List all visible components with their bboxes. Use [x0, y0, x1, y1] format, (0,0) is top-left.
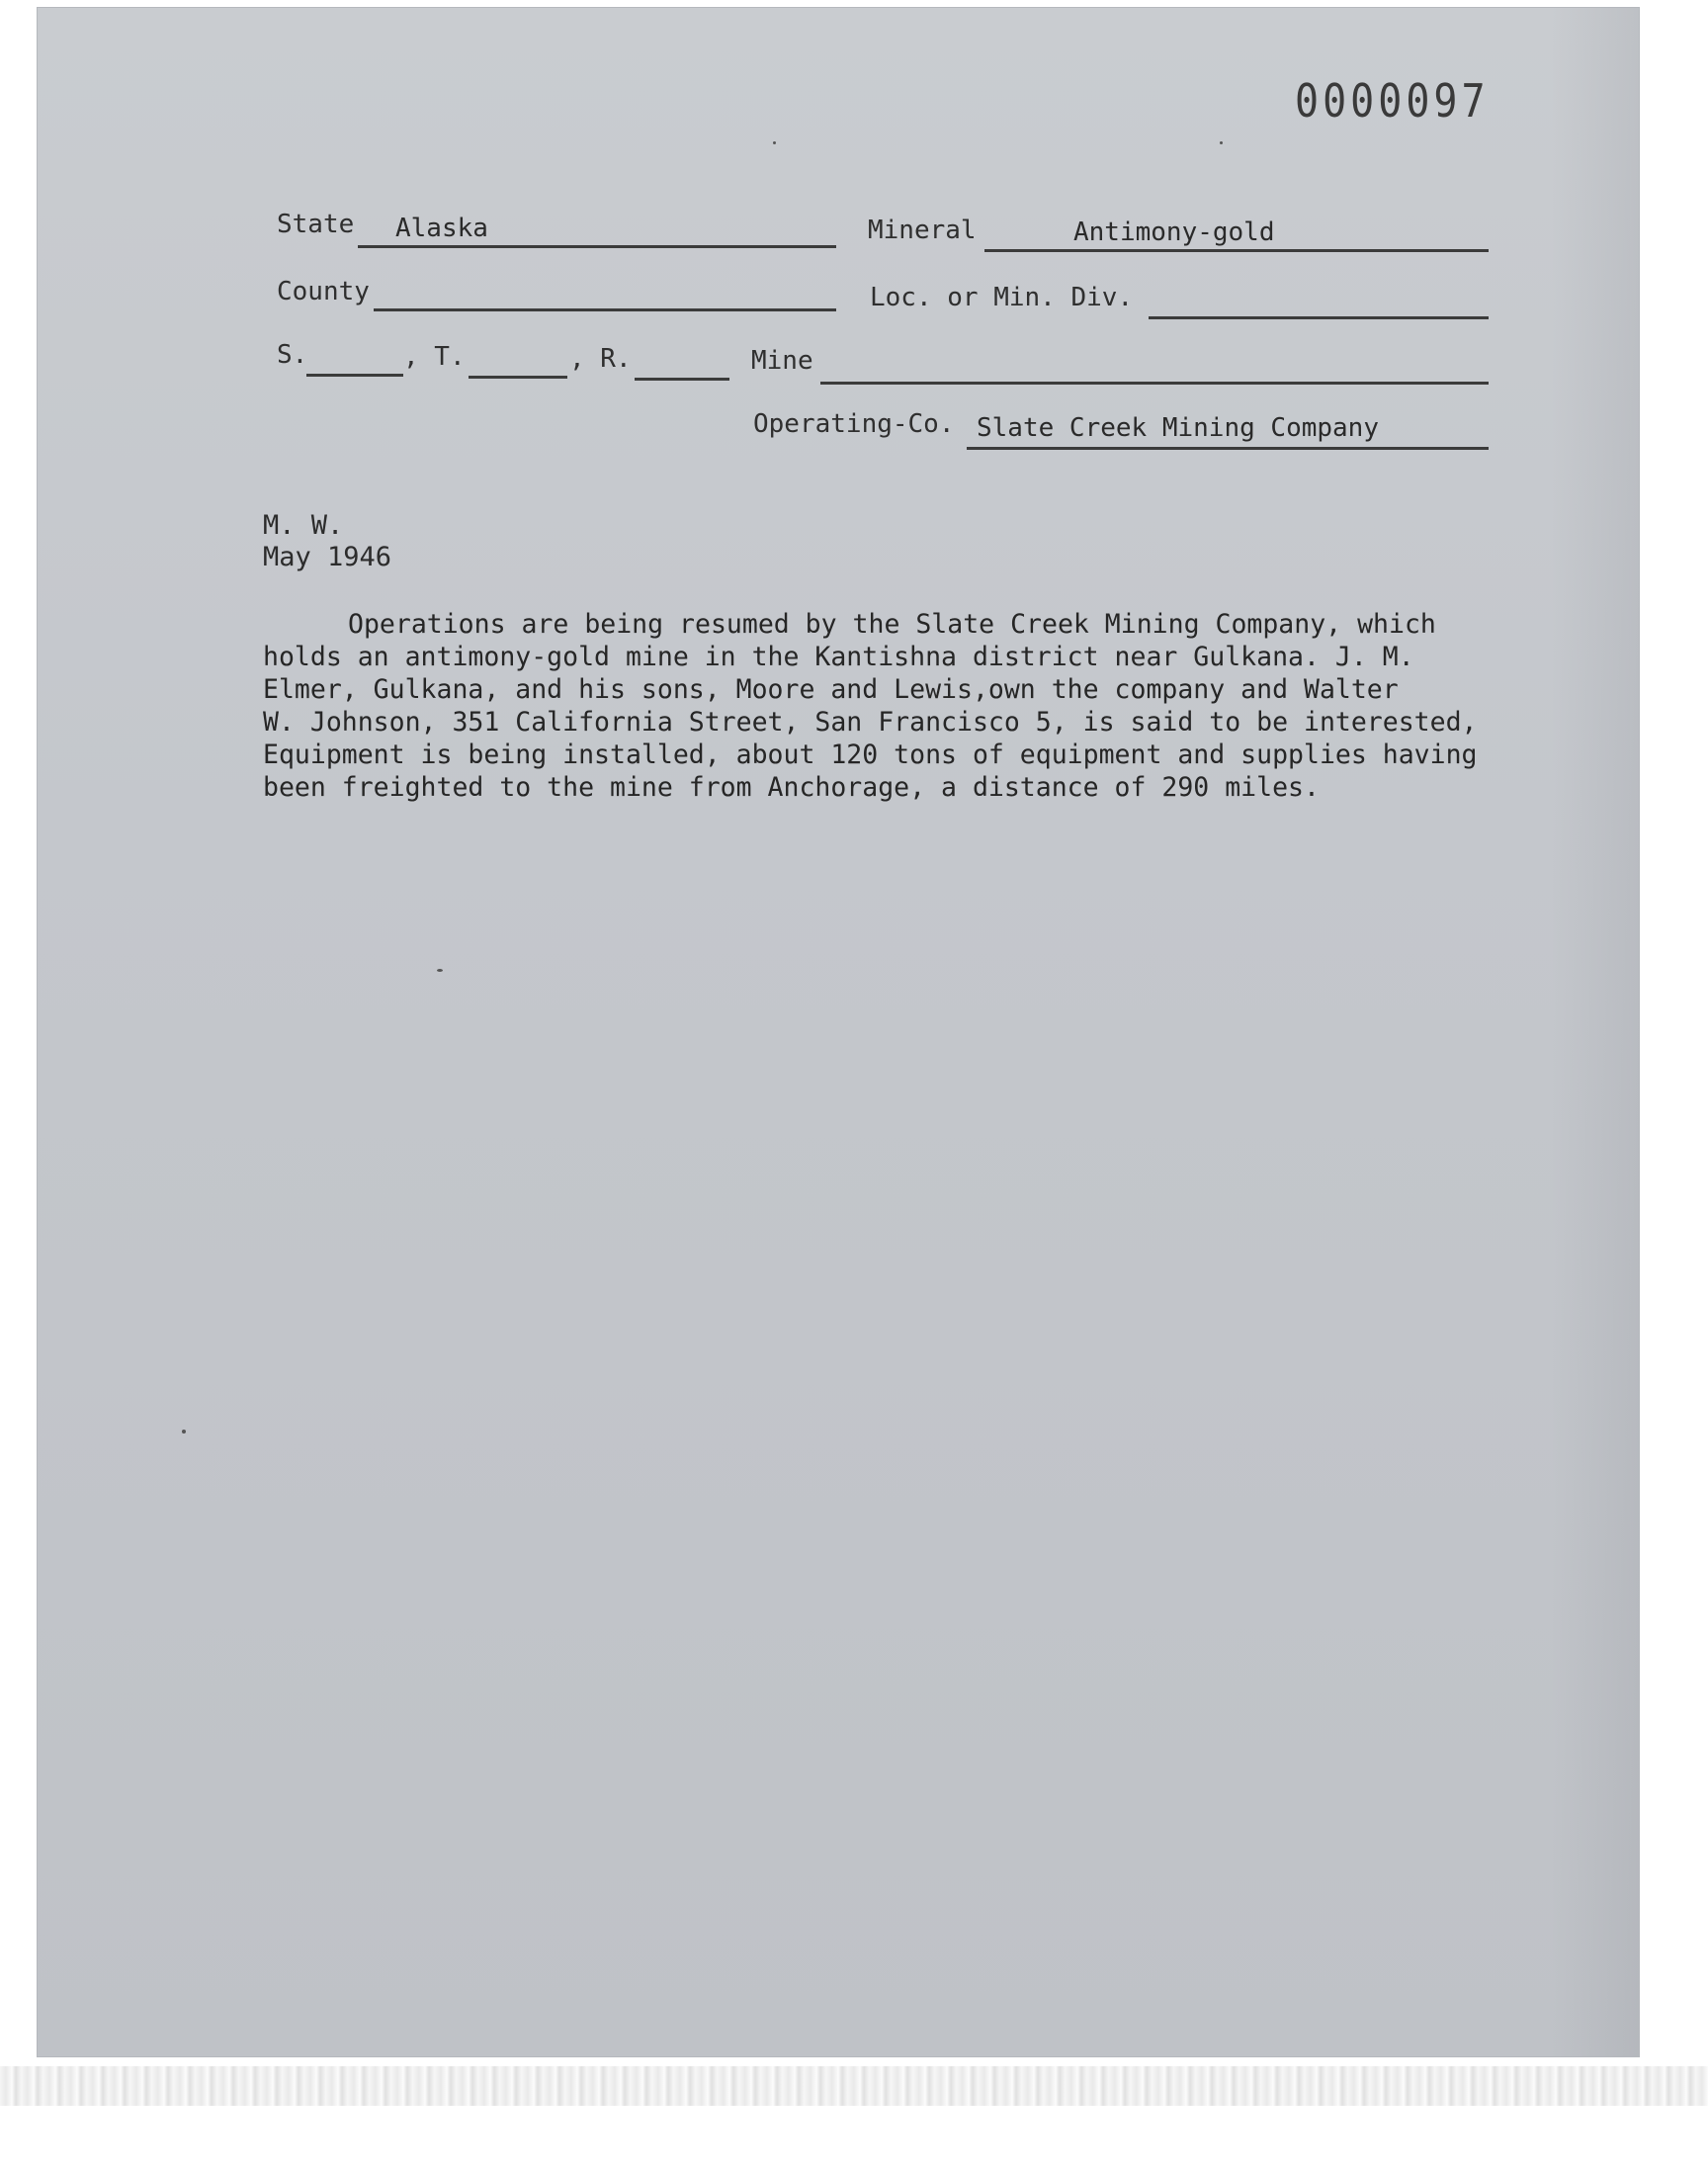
mine-label: Mine — [751, 346, 813, 376]
mineral-label: Mineral — [868, 216, 977, 245]
section-line — [306, 374, 403, 377]
state-label: State — [277, 210, 355, 239]
county-label: County — [277, 277, 370, 306]
loc-line — [1149, 316, 1489, 319]
report-body — [263, 608, 1548, 804]
state-value: Alaska — [395, 214, 488, 243]
paper-speck — [773, 141, 776, 144]
document-page — [38, 8, 1639, 2056]
body-line: Operations are being resumed by the Slate Creek Mining Company, which — [348, 609, 1436, 640]
mine-line — [820, 382, 1489, 385]
operating-co-line — [967, 447, 1489, 450]
loc-label: Loc. or Min. Div. — [870, 283, 1134, 312]
township-line — [469, 376, 567, 379]
state-line — [358, 245, 836, 248]
document-number: 0000097 — [1295, 75, 1490, 129]
mineral-line — [984, 249, 1489, 252]
body-line: Elmer, Gulkana, and his sons, Moore and Lewis,own the company and Walter — [263, 674, 1399, 705]
body-line: W. Johnson, 351 California Street, San Francisco 5, is said to be interested, — [263, 707, 1478, 738]
township-label: , T. — [403, 342, 466, 372]
range-line — [635, 378, 729, 381]
operating-co-label: Operating-Co. — [753, 409, 955, 439]
range-label: , R. — [569, 344, 632, 374]
scan-edge-strip — [0, 2066, 1708, 2106]
mineral-value: Antimony-gold — [1073, 218, 1275, 247]
body-line: holds an antimony-gold mine in the Kantishna district near Gulkana. J. M. — [263, 642, 1414, 672]
paper-speck — [437, 969, 443, 972]
author-initials: M. W. — [263, 510, 344, 541]
body-line: Equipment is being installed, about 120 tons of equipment and supplies having — [263, 740, 1478, 770]
operating-co-value: Slate Creek Mining Company — [977, 413, 1379, 443]
report-date: May 1946 — [263, 542, 392, 572]
paper-speck — [182, 1430, 186, 1434]
county-line — [374, 308, 836, 311]
paper-speck — [1220, 141, 1223, 144]
section-label: S. — [277, 340, 308, 370]
body-line: been freighted to the mine from Anchorage, a distance of 290 miles. — [263, 772, 1320, 803]
